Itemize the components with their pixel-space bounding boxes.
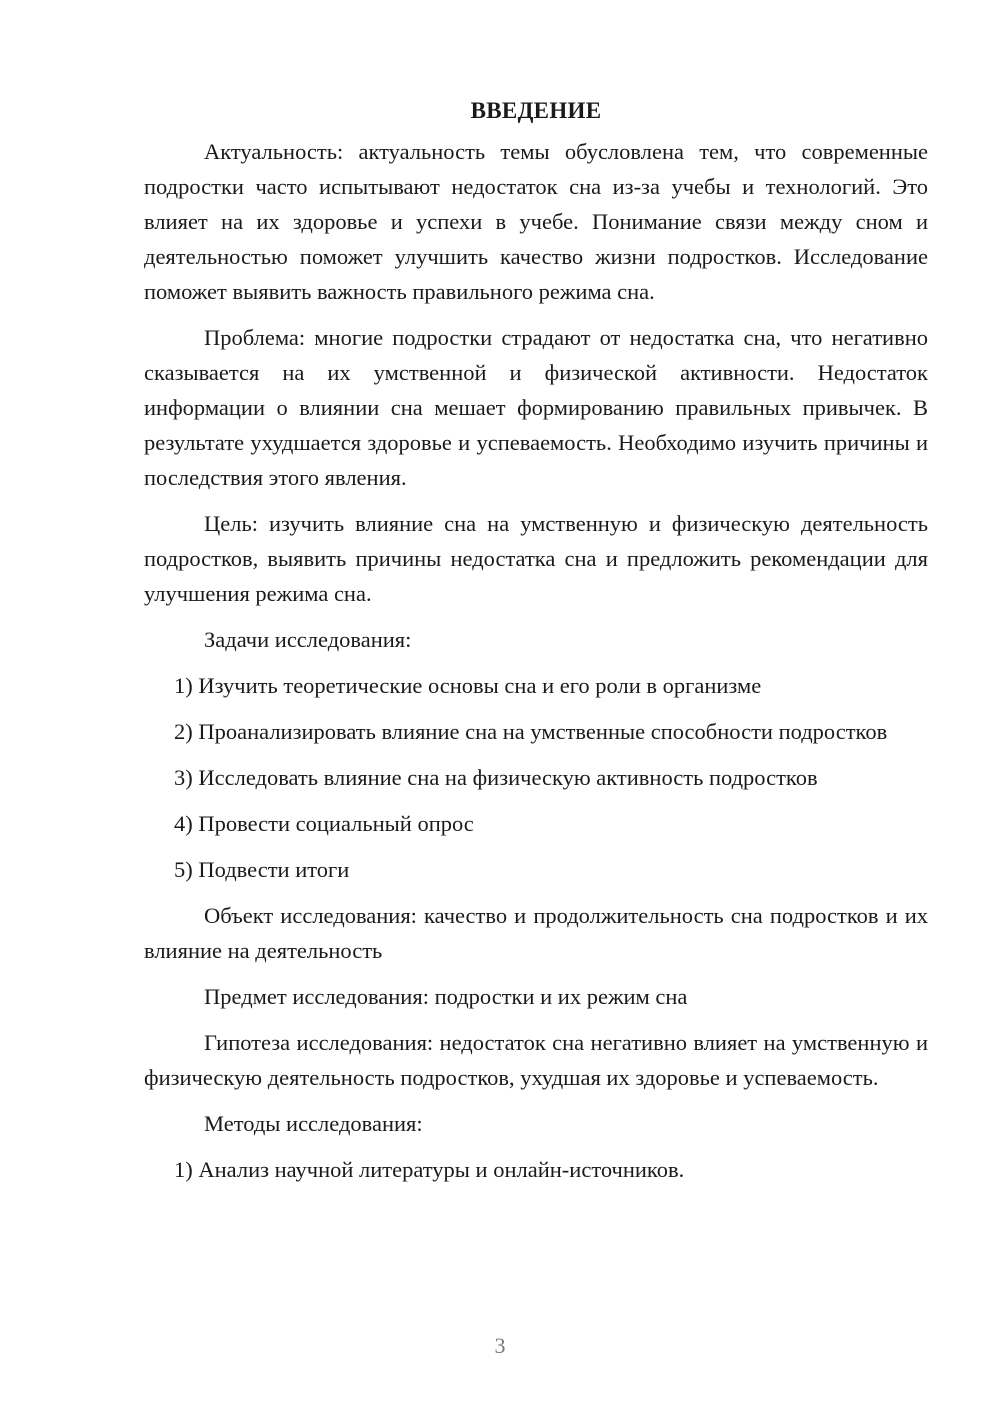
goal-paragraph: Цель: изучить влияние сна на умственную и физическую деятельность подростков, выявить причины недостатка сна и предложить рекомендации для улучшения режима сна.: [144, 511, 928, 606]
method-item-1: 1) Анализ научной литературы и онлайн-источников.: [174, 1157, 685, 1182]
tasks-heading: Задачи исследования:: [204, 627, 412, 652]
hypothesis-paragraph: Гипотеза исследования: недостаток сна негативно влияет на умственную и физическую деятельность подростков, ухудшая их здоровье и успеваемость.: [144, 1030, 928, 1090]
problem-paragraph: Проблема: многие подростки страдают от недостатка сна, что негативно сказывается на их умственной и физической активности. Недостаток информации о влиянии сна мешает формированию правильных привычек. В результате ухудшается здоровье и успеваемость. Необходимо изучить причины и последствия этого явления.: [144, 325, 928, 490]
task-item-5: 5) Подвести итоги: [174, 857, 350, 882]
section-title: ВВЕДЕНИЕ: [470, 98, 602, 123]
task-item-1: 1) Изучить теоретические основы сна и его роли в организме: [174, 673, 762, 698]
object-paragraph: Объект исследования: качество и продолжительность сна подростков и их влияние на деятельность: [144, 903, 928, 963]
document-page: [144, 88, 928, 1198]
task-item-4: 4) Провести социальный опрос: [174, 811, 474, 836]
task-item-3: 3) Исследовать влияние сна на физическую активность подростков: [174, 765, 818, 790]
subject-paragraph: Предмет исследования: подростки и их режим сна: [204, 984, 688, 1009]
task-item-2: 2) Проанализировать влияние сна на умственные способности подростков: [174, 719, 888, 744]
relevance-paragraph: Актуальность: актуальность темы обусловлена тем, что современные подростки часто испытывают недостаток сна из-за учебы и технологий. Это влияет на их здоровье и успехи в учебе. Понимание связи между сном и деятельностью поможет улучшить качество жизни подростков. Исследование поможет выявить важность правильного режима сна.: [144, 139, 928, 304]
methods-heading: Методы исследования:: [204, 1111, 423, 1136]
page-number: 3: [494, 1333, 506, 1358]
